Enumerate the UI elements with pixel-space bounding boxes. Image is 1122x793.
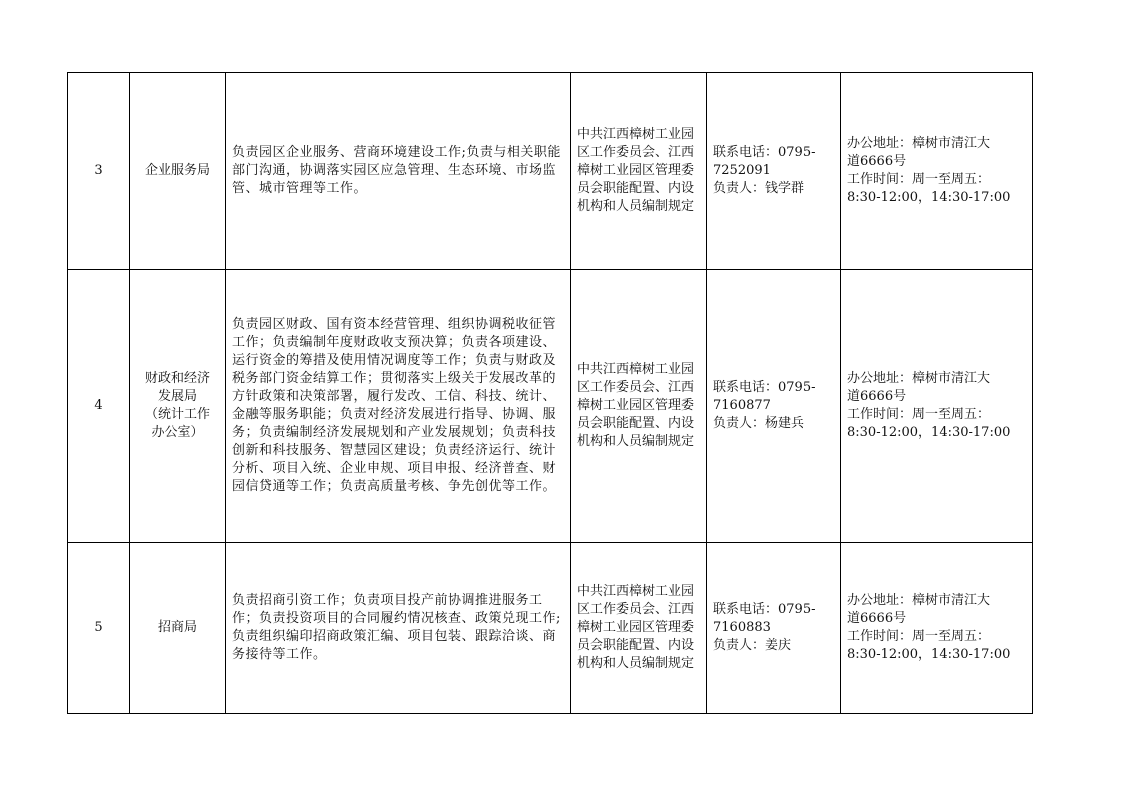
person-in-charge: 负责人：姜庆 xyxy=(713,638,792,653)
department-name-line: 企业服务局 xyxy=(144,163,210,178)
phone-label: 联系电话：0795- xyxy=(713,380,816,395)
office-address-line: 道6666号 xyxy=(847,611,907,626)
work-hours-label: 工作时间：周一至周五： xyxy=(847,172,991,187)
phone-number: 7160877 xyxy=(713,398,771,413)
office-address-line: 办公地址：樟树市清江大 xyxy=(847,593,991,608)
table-row xyxy=(68,543,1033,714)
work-hours-label: 工作时间：周一至周五： xyxy=(847,629,991,644)
contact-info xyxy=(707,543,841,714)
person-in-charge: 负责人：钱学群 xyxy=(713,181,805,196)
office-address-line: 道6666号 xyxy=(847,154,907,169)
office-address-line: 办公地址：樟树市清江大 xyxy=(847,136,991,151)
office-address-line: 办公地址：樟树市清江大 xyxy=(847,371,991,386)
department-name xyxy=(130,73,226,270)
department-name-line: （统计工作 xyxy=(144,407,210,422)
office-address-line: 道6666号 xyxy=(847,389,907,404)
office-info xyxy=(841,270,1033,543)
office-info xyxy=(841,543,1033,714)
work-hours-label: 工作时间：周一至周五： xyxy=(847,407,991,422)
department-name-line: 财政和经济 xyxy=(144,371,210,386)
phone-number: 7160883 xyxy=(713,620,771,635)
contact-info xyxy=(707,270,841,543)
department-name-line: 办公室） xyxy=(151,425,204,440)
person-in-charge: 负责人：杨建兵 xyxy=(713,416,805,431)
work-hours-value: 8:30-12:00，14:30-17:00 xyxy=(847,190,1011,205)
department-name-line: 发展局 xyxy=(157,389,197,404)
department-name xyxy=(130,270,226,543)
row-number: 3 xyxy=(68,73,130,270)
department-name xyxy=(130,543,226,714)
row-number: 4 xyxy=(68,270,130,543)
table-row xyxy=(68,73,1033,270)
duty-description: 负责招商引资工作；负责项目投产前协调推进服务工作；负责投资项目的合同履约情况核查、政策兑现工作;负责组织编印招商政策汇编、项目包装、跟踪洽谈、商务接待等工作。 xyxy=(226,543,571,714)
phone-label: 联系电话：0795- xyxy=(713,602,816,617)
legal-basis: 中共江西樟树工业园区工作委员会、江西樟树工业园区管理委员会职能配置、内设机构和人员编制规定 xyxy=(571,543,707,714)
phone-number: 7252091 xyxy=(713,163,771,178)
department-name-line: 招商局 xyxy=(157,620,197,635)
work-hours-value: 8:30-12:00，14:30-17:00 xyxy=(847,425,1011,440)
duty-description: 负责园区财政、国有资本经营管理、组织协调税收征管工作；负责编制年度财政收支预决算；负责各项建设、运行资金的筹措及使用情况调度等工作；负责与财政及税务部门资金结算工作；贯彻落实上级关于发展改革的方针政策和决策部署，履行发改、工信、科技、统计、金融等服务职能；负责对经济发展进行指导、协调、服务；负责编制经济发展规划和产业发展规划；负责科技创新和科技服务、智慧园区建设；负责经济运行、统计分析、项目入统、企业申规、项目申报、经济普查、财园信贷通等工作；负责高质量考核、争先创优等工作。 xyxy=(226,270,571,543)
legal-basis: 中共江西樟树工业园区工作委员会、江西樟树工业园区管理委员会职能配置、内设机构和人员编制规定 xyxy=(571,270,707,543)
row-number: 5 xyxy=(68,543,130,714)
department-table xyxy=(67,72,1033,714)
work-hours-value: 8:30-12:00，14:30-17:00 xyxy=(847,647,1011,662)
legal-basis: 中共江西樟树工业园区工作委员会、江西樟树工业园区管理委员会职能配置、内设机构和人员编制规定 xyxy=(571,73,707,270)
contact-info xyxy=(707,73,841,270)
table-row xyxy=(68,270,1033,543)
office-info xyxy=(841,73,1033,270)
phone-label: 联系电话：0795- xyxy=(713,145,816,160)
duty-description: 负责园区企业服务、营商环境建设工作;负责与相关职能部门沟通，协调落实园区应急管理、生态环境、市场监管、城市管理等工作。 xyxy=(226,73,571,270)
